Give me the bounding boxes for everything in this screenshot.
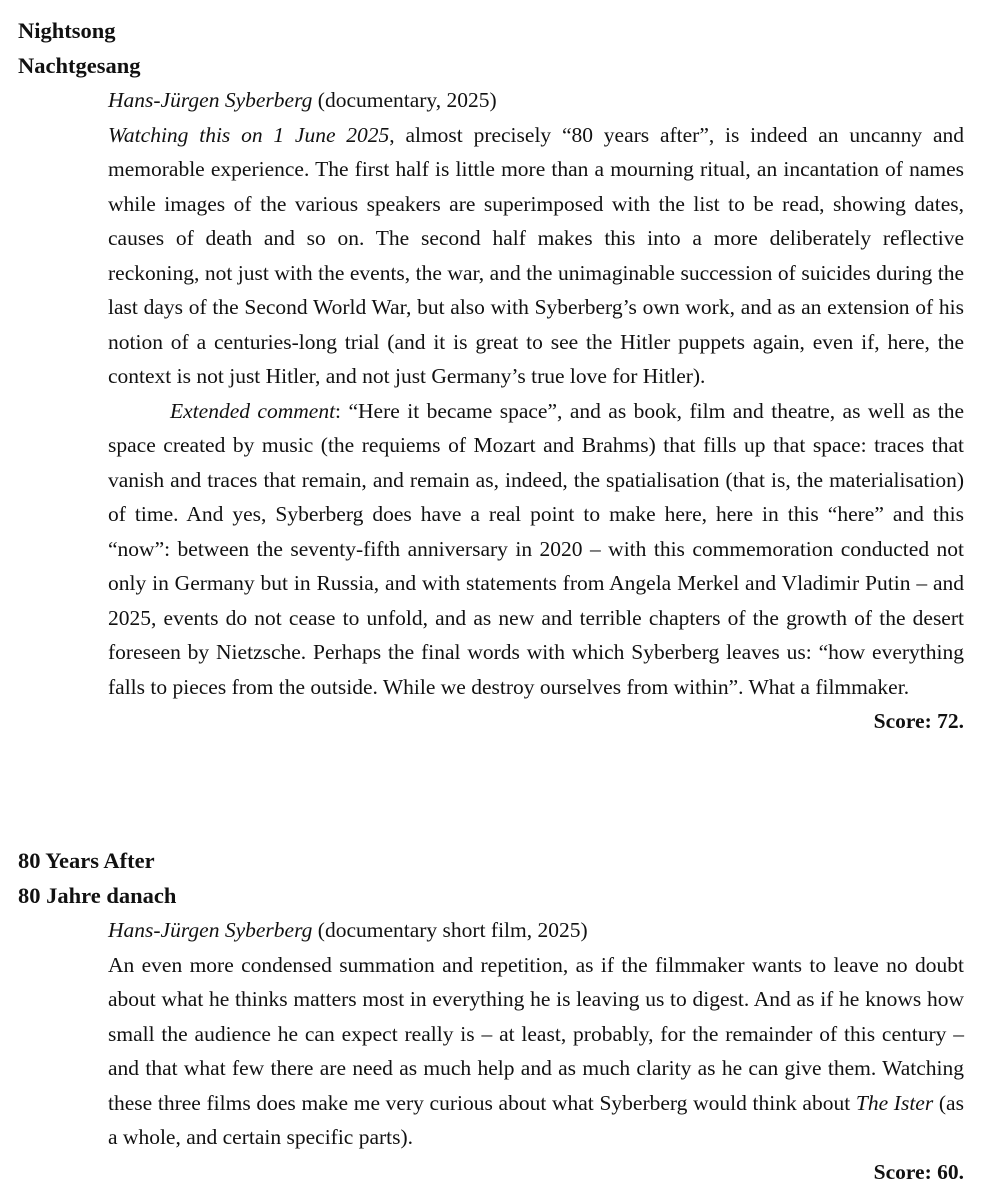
paragraph-lead: Extended comment: [170, 398, 336, 423]
entry-body: [108, 913, 964, 1189]
film-entry-80-years-after: [18, 843, 964, 1189]
review-paragraph: [108, 948, 964, 1155]
film-entry-nightsong: [18, 13, 964, 739]
paragraph-text: : “Here it became space”, and as book, film and theatre, as well as the space created by music (the requiems of Mozart and Brahms) that fills up that space: traces that vanish and traces that remain, and remain as, indeed, the spatialisation (that is, the materialisation) of time. And yes, Syberberg does have a real point to make here, here in this “here” and this “now”: between the seventy-fifth anniversary in 2020 – with this commemoration conducted not only in Germany but in Russia, and with statements from Angela Merkel and Vladimir Putin – and 2025, events do not cease to unfold, and as new and terrible chapters of the growth of the desert foreseen by Nietzsche. Perhaps the final words with which Syberberg leaves us: “how everything falls to pieces from the outside. While we destroy ourselves from within”. What a filmmaker.: [108, 398, 964, 699]
entry-body: [108, 83, 964, 739]
film-info: (documentary short film, 2025): [312, 918, 588, 942]
paragraph-text: , almost precisely “80 years after”, is indeed an uncanny and memorable experience. The first half is little more than a mourning ritual, an incantation of names while images of the various speakers are superimposed with the list to be read, showing dates, causes of death and so on. The second half makes this into a more deliberately reflective reckoning, not just with the events, the war, and the unimaginable succession of suicides during the last days of the Second World War, but also with Syberberg’s own work, and as an extension of his notion of a centuries-long trial (and it is great to see the Hitler puppets again, even if, here, the context is not just Hitler, and not just Germany’s true love for Hitler).: [108, 122, 965, 388]
director-name: Hans-Jürgen Syberberg: [108, 88, 313, 112]
film-info: (documentary, 2025): [312, 88, 497, 112]
film-title-original: 80 Jahre danach: [18, 883, 177, 908]
film-byline: [108, 913, 964, 948]
film-title-english: Nightsong: [18, 18, 116, 43]
film-reference-title: The Ister: [855, 1090, 934, 1115]
paragraph-text: An even more condensed summation and repetition, as if the filmmaker wants to leave no doubt about what he thinks matters most in everything he is leaving us to digest. And as if he knows how small the audience he can expect really is – at least, probably, for the remainder of this century – and that what few there are need as much help and as much clarity as he can give them. Watching these three films does make me very curious about what Syberberg would think about: [108, 952, 964, 1115]
director-name: Hans-Jürgen Syberberg: [108, 918, 313, 942]
score-label: Score: 72.: [873, 709, 964, 733]
film-title-english: 80 Years After: [18, 848, 155, 873]
film-byline: [108, 83, 964, 118]
score-label: Score: 60.: [873, 1159, 964, 1184]
review-paragraph: [108, 118, 964, 394]
extended-comment-paragraph: [108, 394, 964, 705]
film-title-original: Nachtgesang: [18, 53, 141, 78]
paragraph-text: (as a whole, and certain specific parts).: [108, 1090, 964, 1149]
paragraph-lead: Watching this on 1 June 2025: [108, 122, 390, 147]
